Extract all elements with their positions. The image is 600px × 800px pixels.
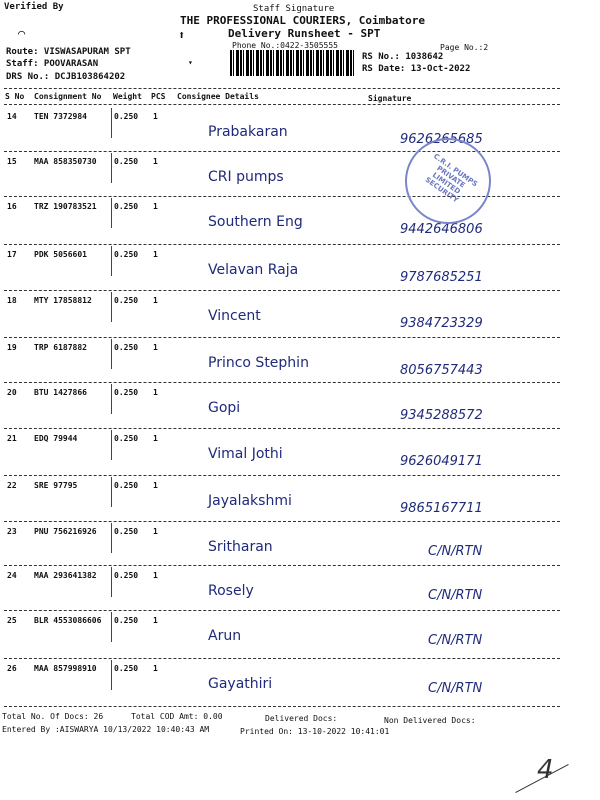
column-rule [111, 612, 112, 642]
staff-label: Staff: POOVARASAN [6, 59, 99, 69]
row-divider [4, 706, 560, 707]
column-rule [111, 292, 112, 322]
row-consignee: Sritharan [208, 539, 273, 555]
row-pcs: 1 [153, 112, 158, 121]
row-weight: 0.250 [114, 112, 139, 121]
row-pcs: 1 [153, 571, 158, 580]
row-consignee: CRI pumps [208, 169, 284, 185]
barcode [230, 50, 355, 76]
col-pcs: PCS [151, 92, 166, 101]
row-sno: 23 [7, 527, 17, 536]
row-consignment-no: EDQ 79944 [34, 434, 78, 443]
row-consignment-no: TRZ 190783521 [34, 202, 97, 211]
row-pcs: 1 [153, 343, 158, 352]
row-divider [4, 244, 560, 245]
col-sno: S No [5, 92, 25, 101]
row-sno: 18 [7, 296, 17, 305]
arrow-mark: ▾ [188, 58, 193, 67]
row-pcs: 1 [153, 296, 158, 305]
row-weight: 0.250 [114, 388, 139, 397]
row-pcs: 1 [153, 434, 158, 443]
total-cod: Total COD Amt: 0.00 [131, 712, 223, 721]
printed-on: Printed On: 13-10-2022 10:41:01 [240, 727, 390, 736]
row-divider [4, 521, 560, 522]
row-weight: 0.250 [114, 343, 139, 352]
delivered-docs: Delivered Docs: [265, 714, 338, 723]
row-divider [4, 475, 560, 476]
row-signature: 9626049171 [400, 454, 483, 469]
row-weight: 0.250 [114, 616, 139, 625]
row-sno: 14 [7, 112, 17, 121]
row-signature: 9345288572 [400, 408, 483, 423]
row-weight: 0.250 [114, 434, 139, 443]
row-consignment-no: MAA 858350730 [34, 157, 97, 166]
row-signature: 9384723329 [400, 316, 483, 331]
column-rule [111, 198, 112, 228]
row-pcs: 1 [153, 157, 158, 166]
row-weight: 0.250 [114, 527, 139, 536]
row-sno: 19 [7, 343, 17, 352]
row-pcs: 1 [153, 616, 158, 625]
stamp-text: C.R.I. PUMPS PRIVATE LIMITED SECURITY [423, 152, 479, 205]
row-weight: 0.250 [114, 664, 139, 673]
column-rule [111, 108, 112, 138]
row-signature: 9865167711 [400, 501, 483, 516]
row-sno: 22 [7, 481, 17, 490]
staff-signature-label: Staff Signature [253, 4, 335, 14]
total-docs: Total No. Of Docs: 26 [2, 712, 104, 721]
rs-number: RS No.: 1038642 [362, 52, 444, 62]
row-consignee: Rosely [208, 583, 254, 599]
column-rule [111, 523, 112, 553]
row-weight: 0.250 [114, 481, 139, 490]
route-label: Route: VISWASAPURAM SPT [6, 47, 131, 57]
row-signature: C/N/RTN [428, 588, 483, 603]
column-rule [111, 246, 112, 276]
row-signature: 8056757443 [400, 363, 483, 378]
row-consignment-no: MAA 293641382 [34, 571, 97, 580]
corner-handwritten-mark: 4 [537, 755, 554, 785]
row-consignee: Arun [208, 628, 242, 644]
row-weight: 0.250 [114, 157, 139, 166]
arrow-mark: ⬆ [178, 28, 186, 42]
column-rule [111, 660, 112, 690]
divider [4, 88, 560, 89]
phone-number: Phone No.:0422-3505555 [232, 41, 338, 50]
non-delivered-docs: Non Delivered Docs: [384, 716, 476, 725]
row-consignee: Gayathiri [208, 676, 273, 692]
row-pcs: 1 [153, 527, 158, 536]
row-sno: 26 [7, 664, 17, 673]
row-pcs: 1 [153, 250, 158, 259]
row-consignment-no: BLR 4553086606 [34, 616, 102, 625]
row-signature: C/N/RTN [428, 633, 483, 648]
row-pcs: 1 [153, 481, 158, 490]
row-pcs: 1 [153, 202, 158, 211]
entered-by: Entered By :AISWARYA 10/13/2022 10:40:43 AM [2, 725, 210, 734]
row-consignment-no: SRE 97795 [34, 481, 78, 490]
row-signature: 9442646806 [400, 222, 483, 237]
row-sno: 20 [7, 388, 17, 397]
col-consignee: Consignee Details [177, 92, 259, 101]
row-consignee: Velavan Raja [208, 262, 299, 278]
row-weight: 0.250 [114, 571, 139, 580]
document-title: Delivery Runsheet - SPT [228, 27, 381, 40]
col-consignment: Consignment No [34, 92, 102, 101]
row-consignee: Southern Eng [208, 214, 303, 230]
row-consignee: Princo Stephin [208, 355, 309, 371]
row-consignee: Jayalakshmi [208, 493, 292, 509]
row-consignment-no: BTU 1427866 [34, 388, 87, 397]
row-consignee: Vincent [208, 308, 261, 324]
row-signature: 9626265685 [400, 132, 483, 147]
row-consignee: Vimal Jothi [208, 446, 283, 462]
row-divider [4, 337, 560, 338]
row-sno: 16 [7, 202, 17, 211]
column-rule [111, 567, 112, 597]
row-consignment-no: TEN 7372984 [34, 112, 87, 121]
drs-number: DRS No.: DCJB103864202 [6, 72, 126, 82]
row-divider [4, 382, 560, 383]
row-divider [4, 290, 560, 291]
row-consignment-no: MTY 17858812 [34, 296, 92, 305]
col-signature: Signature [368, 94, 412, 103]
company-name: THE PROFESSIONAL COURIERS, Coimbatore [180, 14, 426, 27]
row-divider [4, 565, 560, 566]
column-rule [111, 153, 112, 183]
verified-by-label: Verified By [4, 2, 64, 12]
row-sno: 15 [7, 157, 17, 166]
row-consignment-no: PNU 756216926 [34, 527, 97, 536]
row-sno: 24 [7, 571, 17, 580]
row-signature: 9787685251 [400, 270, 483, 285]
row-signature: C/N/RTN [428, 544, 483, 559]
row-sno: 25 [7, 616, 17, 625]
row-signature: C/N/RTN [428, 681, 483, 696]
row-consignee: Gopi [208, 400, 241, 416]
row-divider [4, 428, 560, 429]
row-pcs: 1 [153, 388, 158, 397]
row-consignment-no: MAA 857998910 [34, 664, 97, 673]
col-weight: Weight [113, 92, 142, 101]
row-consignment-no: TRP 6187882 [34, 343, 87, 352]
column-rule [111, 384, 112, 414]
row-consignee: Prabakaran [208, 124, 288, 140]
page-number: Page No.:2 [440, 43, 489, 52]
column-rule [111, 339, 112, 369]
row-divider [4, 610, 560, 611]
row-sno: 17 [7, 250, 17, 259]
row-weight: 0.250 [114, 250, 139, 259]
row-weight: 0.250 [114, 202, 139, 211]
row-pcs: 1 [153, 664, 158, 673]
divider [4, 104, 560, 105]
row-sno: 21 [7, 434, 17, 443]
row-consignment-no: PDK 5056601 [34, 250, 87, 259]
column-rule [111, 430, 112, 460]
rs-date: RS Date: 13-Oct-2022 [362, 64, 471, 74]
row-weight: 0.250 [114, 296, 139, 305]
row-divider [4, 658, 560, 659]
handwritten-mark: ⌒ [18, 26, 26, 40]
column-rule [111, 477, 112, 507]
